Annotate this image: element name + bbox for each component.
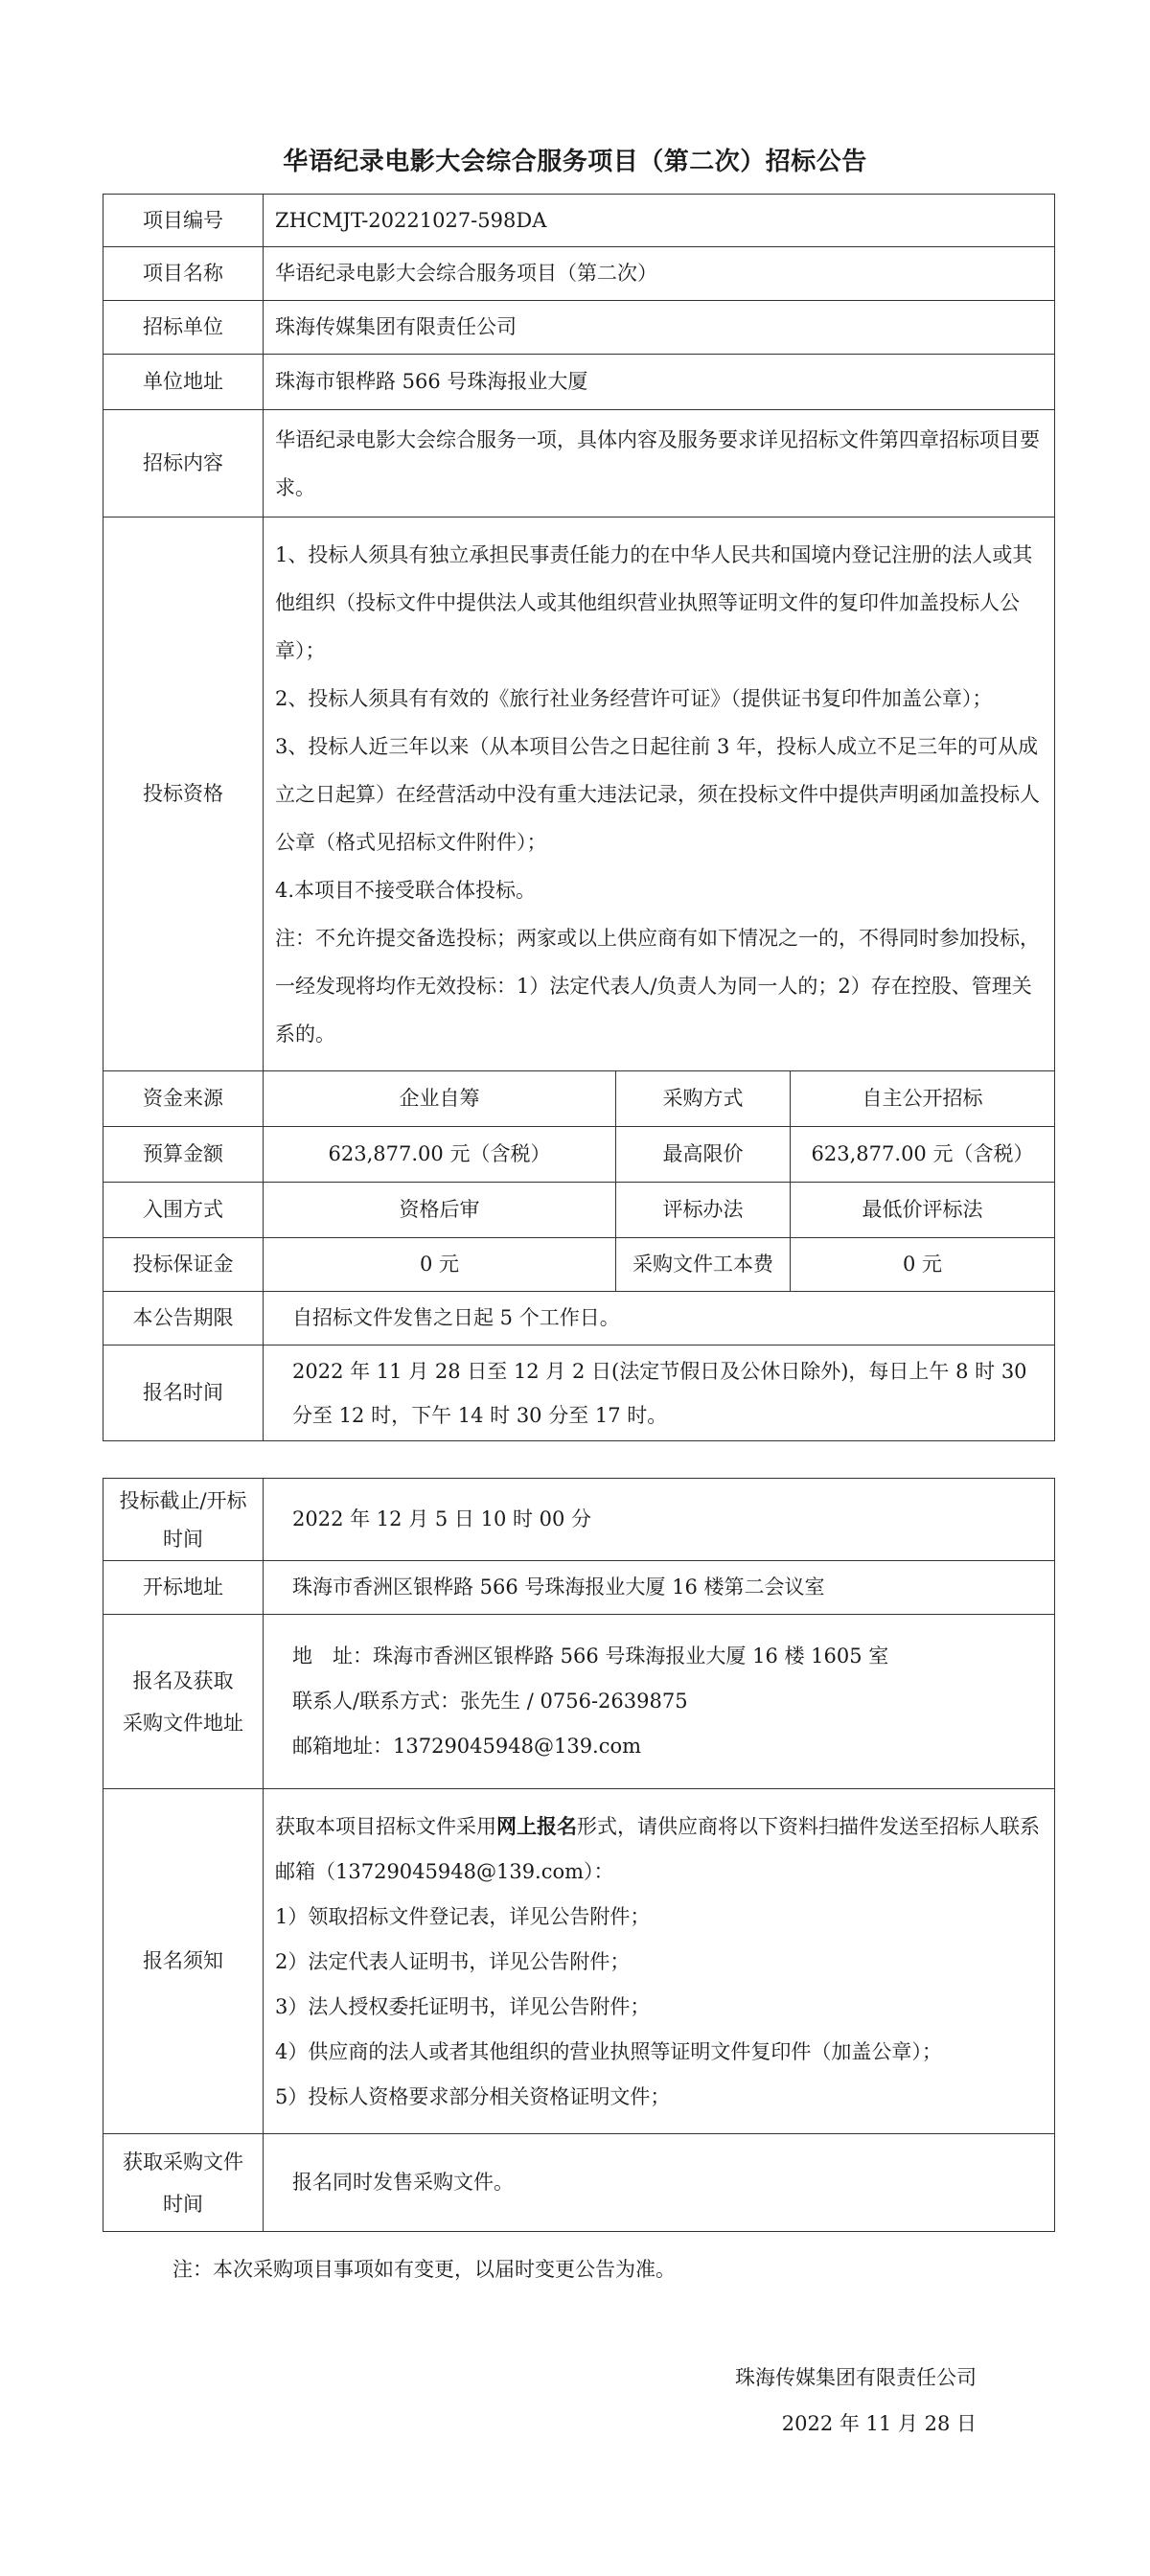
- content-label: 招标内容: [104, 410, 264, 518]
- tender-info-table: [103, 194, 1055, 1441]
- procurement-method-label: 采购方式: [616, 1071, 791, 1127]
- row-project-name: [104, 247, 1055, 301]
- reg-notes-label: 报名须知: [104, 1789, 264, 2134]
- period-label: 本公告期限: [104, 1292, 264, 1346]
- footer-note: 注：本次采购项目事项如有变更，以届时变更公告为准。: [172, 2258, 676, 2281]
- reg-notes-value: [264, 1789, 1055, 2134]
- deposit-value: 0 元: [264, 1238, 616, 1292]
- reg-address-label-line1: 报名及获取: [132, 1668, 234, 1692]
- reg-address-label: [104, 1615, 264, 1789]
- signature-org: 珠海传媒集团有限责任公司: [735, 2366, 977, 2389]
- row-deadline: [104, 1479, 1055, 1561]
- doc-time-value: 报名同时发售采购文件。: [264, 2134, 1055, 2232]
- row-period: [104, 1292, 1055, 1346]
- reg-address-line: 地 址：珠海市香洲区银桦路 566 号珠海报业大厦 16 楼 1605 室: [292, 1644, 889, 1668]
- project-name-label: 项目名称: [104, 247, 264, 301]
- opening-place-value: 珠海市香洲区银桦路 566 号珠海报业大厦 16 楼第二会议室: [264, 1561, 1055, 1615]
- row-doc-time: [104, 2134, 1055, 2232]
- row-budget: [104, 1127, 1055, 1183]
- qualification-label: 投标资格: [104, 518, 264, 1071]
- row-qualification: [104, 518, 1055, 1071]
- qualification-item: 1、投标人须具有独立承担民事责任能力的在中华人民共和国境内登记注册的法人或其他组织（投标文件中提供法人或其他组织营业执照等证明文件的复印件加盖投标人公章）；: [275, 542, 1033, 662]
- registration-time-label: 报名时间: [104, 1346, 264, 1441]
- tenderer-label: 招标单位: [104, 301, 264, 355]
- signature-date: 2022 年 11 月 28 日: [781, 2412, 977, 2435]
- contact-line: 联系人/联系方式：张先生 / 0756-2639875: [292, 1690, 688, 1713]
- deadline-label: [104, 1479, 264, 1561]
- tenderer-value: 珠海传媒集团有限责任公司: [264, 301, 1055, 355]
- budget-value: 623,877.00 元（含税）: [264, 1127, 616, 1183]
- doc-time-label-line2: 时间: [163, 2192, 203, 2216]
- row-tenderer: [104, 301, 1055, 355]
- content-value: 华语纪录电影大会综合服务一项，具体内容及服务要求详见招标文件第四章招标项目要求。: [264, 410, 1055, 518]
- bid-info-table: [103, 1478, 1055, 2232]
- email-line: 邮箱地址：13729045948@139.com: [292, 1735, 642, 1758]
- fund-source-value: 企业自筹: [264, 1071, 616, 1127]
- row-deposit: [104, 1238, 1055, 1292]
- row-registration-time: [104, 1346, 1055, 1441]
- address-label: 单位地址: [104, 355, 264, 410]
- opening-place-label: 开标地址: [104, 1561, 264, 1615]
- procurement-method-value: 自主公开招标: [791, 1071, 1055, 1127]
- reg-address-value: [264, 1615, 1055, 1789]
- project-name-value: 华语纪录电影大会综合服务项目（第二次）: [264, 247, 1055, 301]
- row-shortlist: [104, 1183, 1055, 1238]
- row-reg-notes: [104, 1789, 1055, 2134]
- row-opening-place: [104, 1561, 1055, 1615]
- project-no-label: 项目编号: [104, 195, 264, 247]
- budget-label: 预算金额: [104, 1127, 264, 1183]
- qualification-item: 4.本项目不接受联合体投标。: [275, 878, 537, 902]
- page-title: 华语纪录电影大会综合服务项目（第二次）招标公告: [283, 148, 867, 176]
- shortlist-label: 入围方式: [104, 1183, 264, 1238]
- reg-address-label-line2: 采购文件地址: [123, 1711, 243, 1735]
- evaluation-value: 最低价评标法: [791, 1183, 1055, 1238]
- deposit-label: 投标保证金: [104, 1238, 264, 1292]
- qualification-value: [264, 518, 1055, 1071]
- reg-notes-item: 5）投标人资格要求部分相关资格证明文件；: [275, 2084, 671, 2108]
- reg-notes-item: 4）供应商的法人或者其他组织的营业执照等证明文件复印件（加盖公章）；: [275, 2039, 942, 2063]
- reg-notes-intro: [275, 1804, 1043, 1895]
- deadline-label-line2: 时间: [163, 1527, 203, 1551]
- max-price-label: 最高限价: [616, 1127, 791, 1183]
- doc-fee-value: 0 元: [791, 1238, 1055, 1292]
- deadline-value: 2022 年 12 月 5 日 10 时 00 分: [264, 1479, 1055, 1561]
- row-reg-address: [104, 1615, 1055, 1789]
- qualification-item: 2、投标人须具有有效的《旅行社业务经营许可证》（提供证书复印件加盖公章）；: [275, 686, 993, 710]
- doc-fee-label: 采购文件工本费: [616, 1238, 791, 1292]
- reg-notes-item: 1）领取招标文件登记表，详见公告附件；: [275, 1904, 651, 1928]
- max-price-value: 623,877.00 元（含税）: [791, 1127, 1055, 1183]
- fund-source-label: 资金来源: [104, 1071, 264, 1127]
- project-no-value: ZHCMJT-20221027-598DA: [264, 195, 1055, 247]
- row-content: [104, 410, 1055, 518]
- qualification-note: 注：不允许提交备选投标；两家或以上供应商有如下情况之一的，不得同时参加投标，一经发现将均作无效投标：1）法定代表人/负责人为同一人的；2）存在控股、管理关系的。: [275, 926, 1040, 1046]
- address-value: 珠海市银桦路 566 号珠海报业大厦: [264, 355, 1055, 410]
- doc-time-label-line1: 获取采购文件: [123, 2150, 243, 2174]
- registration-time-value: 2022 年 11 月 28 日至 12 月 2 日(法定节假日及公休日除外)，每日上午 8 时 30 分至 12 时，下午 14 时 30 分至 17 时。: [264, 1346, 1055, 1441]
- period-value: 自招标文件发售之日起 5 个工作日。: [264, 1292, 1055, 1346]
- reg-notes-intro-bold: 网上报名: [496, 1813, 577, 1838]
- row-project-no: [104, 195, 1055, 247]
- row-fund-source: [104, 1071, 1055, 1127]
- reg-notes-intro-post: 形式，请供应商将以下资料扫描件发送至招标人联系邮箱（13729045948@139.com）：: [275, 1814, 1040, 1883]
- reg-notes-intro-pre: 获取本项目招标文件采用: [275, 1814, 496, 1838]
- qualification-item: 3、投标人近三年以来（从本项目公告之日起往前 3 年，投标人成立不足三年的可从成立之日起算）在经营活动中没有重大违法记录，须在投标文件中提供声明函加盖投标人公章（格式见招标文件附件）；: [275, 734, 1040, 854]
- row-address: [104, 355, 1055, 410]
- deadline-label-line1: 投标截止/开标: [119, 1488, 247, 1512]
- reg-notes-item: 2）法定代表人证明书，详见公告附件；: [275, 1949, 631, 1973]
- evaluation-label: 评标办法: [616, 1183, 791, 1238]
- shortlist-value: 资格后审: [264, 1183, 616, 1238]
- doc-time-label: [104, 2134, 264, 2232]
- reg-notes-item: 3）法人授权委托证明书，详见公告附件；: [275, 1994, 651, 2018]
